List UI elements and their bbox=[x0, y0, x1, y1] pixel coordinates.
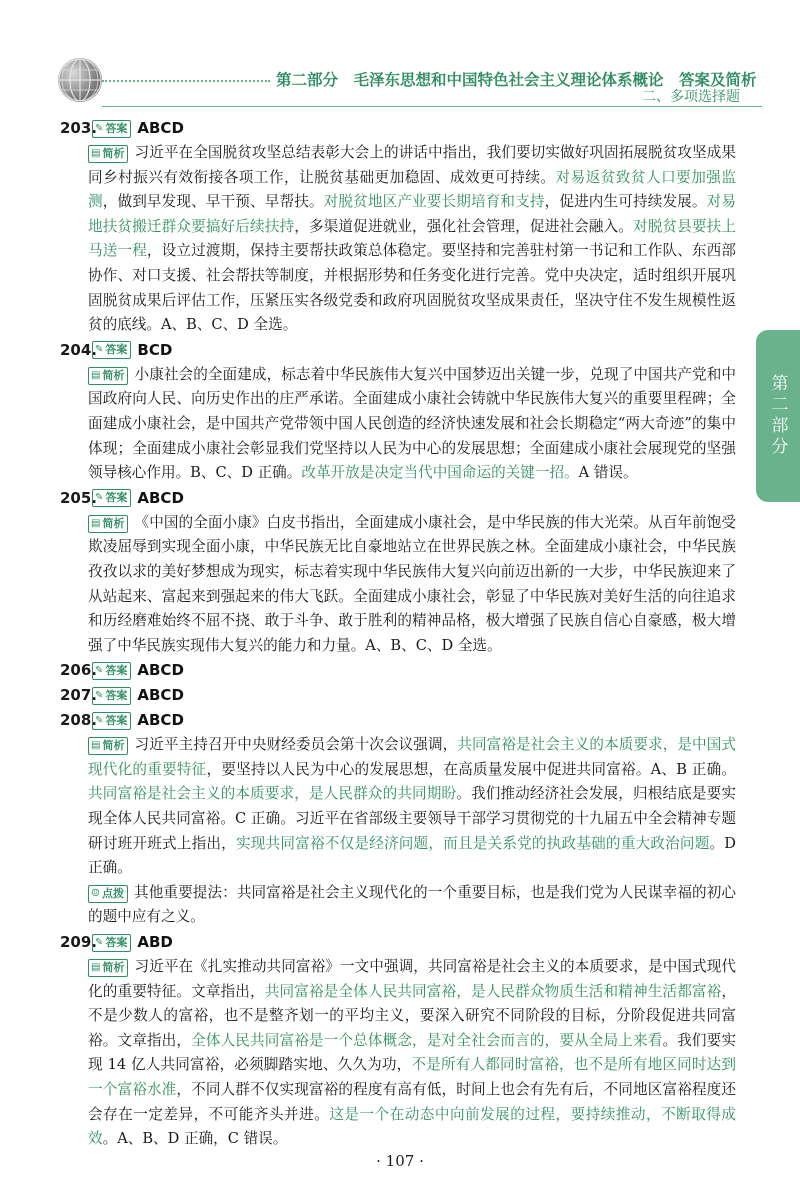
label-tag-text: 简析 bbox=[102, 147, 125, 160]
highlighted-text: 实现共同富裕不仅是经济问题，而且是关系党的执政基础的重大政治问题 bbox=[235, 834, 710, 852]
label-tag bbox=[92, 934, 131, 952]
question-answer-row bbox=[60, 116, 736, 141]
section-side-tab bbox=[756, 330, 800, 502]
analysis-text: 《中国的全面小康》白皮书指出，全面建成小康社会，是中华民族的伟大光荣。从百年前饱受欺凌屈辱到实现全面小康，中华民族无比自豪地站立在世界民族之林。全面建成小康社会，中华民族孜孜以求的美好梦想成为现实，标志着实现中华民族伟大复兴向前迈出新的一大步，中华民族迎来了从站起来、富起来到强起来的伟大飞跃。全面建成小康社会，彰显了中华民族对美好生活的向往追求和历经磨难始终不屈不挠、敢于斗争、敢于胜利的精神品格，极大增强了民族自信心自豪感，极大增强了中华民族实现伟大复兴的能力和力量。A、B、C、D 全选。 bbox=[88, 513, 736, 654]
answer-options: ABCD bbox=[137, 686, 184, 705]
question-answer-row bbox=[60, 708, 736, 733]
question-number: 203. bbox=[60, 119, 98, 137]
header-dotted-rule bbox=[102, 80, 270, 82]
label-tag bbox=[88, 737, 128, 755]
book-icon: ▤ bbox=[91, 148, 101, 159]
label-tag bbox=[88, 959, 128, 977]
analysis-text: ，不同人群不仅实现富裕的程度有高有低，时间上也会有先有后，不同地区富裕程度还会存在一定差异，不可能齐头并进。 bbox=[88, 1081, 736, 1123]
question-answer-row bbox=[60, 486, 736, 511]
highlighted-text: 对易返贫致贫人口要加强监测 bbox=[88, 168, 736, 211]
analysis-text: A 错误。 bbox=[578, 464, 638, 482]
label-tag bbox=[88, 145, 128, 163]
label-tag-text: 答案 bbox=[105, 121, 128, 135]
label-tag bbox=[88, 885, 128, 903]
header-subtitle: 二、多项选择题 bbox=[642, 89, 740, 105]
answer-options: ABCD bbox=[137, 119, 184, 137]
analysis-text: 。我们推动经济社会发展，归根结底是要实现全体人民共同富裕。C 正确。习近平在省部级主要领导干部学习贯彻党的十九届五中全会精神专题研讨班开班式上指出， bbox=[88, 785, 736, 852]
label-tag-text: 简析 bbox=[102, 739, 125, 753]
book-icon: ▤ bbox=[91, 369, 101, 381]
highlighted-text: 对易地扶贫搬迁群众要搞好后续扶持 bbox=[88, 193, 736, 235]
highlighted-text: 对脱贫县要扶上马送一程 bbox=[88, 217, 736, 260]
highlighted-text: 不是所有人都同时富裕，也不是所有地区同时达到一个富裕水准 bbox=[88, 1056, 736, 1098]
label-tag-text: 答案 bbox=[105, 688, 128, 702]
question-number: 208. bbox=[60, 711, 98, 730]
pencil-icon: ✎ bbox=[95, 689, 104, 701]
answer-options: BCD bbox=[137, 340, 173, 359]
highlighted-text: 全体人民共同富裕是一个总体概念，是对全社会而言的，要从全局上来看 bbox=[191, 1031, 663, 1049]
page-header bbox=[0, 0, 800, 120]
page-number: · 107 · bbox=[376, 1152, 424, 1170]
question-number: 204. bbox=[60, 340, 98, 359]
analysis-paragraph bbox=[60, 511, 736, 659]
analysis-text: 小康社会的全面建成，标志着中华民族伟大复兴中国梦迈出关键一步，兑现了中国共产党和中国政府向人民、向历史作出的庄严承诺。全面建成小康社会铸就中华民族伟大复兴的重要里程碑；全面建成小康社会，是中国共产党带领中国人民创造的经济快速发展和社会长期稳定“两大奇迹”的集中体现；全面建成小康社会彰显我们党坚持以人民为中心的发展思想；全面建成小康社会展现党的坚强领导核心作用。B、C、D 正确。 bbox=[88, 365, 736, 482]
label-tag bbox=[92, 712, 131, 730]
label-tag bbox=[92, 341, 131, 359]
analysis-text: ，多渠道促进就业，强化社会管理，促进社会融入。 bbox=[294, 217, 633, 235]
label-tag-text: 答案 bbox=[105, 663, 128, 677]
tip-text: 其他重要提法：共同富裕是社会主义现代化的一个重要目标，也是我们党为人民谋幸福的初心的题中应有之义。 bbox=[88, 883, 736, 926]
answer-options: ABCD bbox=[137, 661, 184, 680]
label-tag bbox=[92, 120, 131, 138]
question-number: 205. bbox=[60, 488, 98, 507]
pencil-icon: ✎ bbox=[95, 714, 104, 726]
question-number: 207. bbox=[60, 686, 98, 705]
answer-list bbox=[60, 116, 736, 1152]
label-tag bbox=[92, 489, 131, 507]
question-answer-row bbox=[60, 683, 736, 708]
question-answer-row bbox=[60, 930, 736, 955]
label-tag-text: 点拨 bbox=[101, 886, 124, 900]
pencil-icon: ✎ bbox=[95, 344, 104, 356]
question-number: 209. bbox=[60, 933, 98, 952]
analysis-text: 。D 正确。 bbox=[88, 834, 736, 877]
label-tag bbox=[88, 367, 128, 385]
highlighted-text: 共同富裕是社会主义的本质要求，是人民群众的共同期盼 bbox=[88, 785, 457, 803]
highlighted-text: 共同富裕是社会主义的本质要求，是中国式现代化的重要特征 bbox=[88, 736, 736, 778]
question-answer-row bbox=[60, 338, 736, 363]
highlighted-text: 对脱贫地区产业要长期培育和支持 bbox=[323, 193, 545, 211]
analysis-text: 习近平在全国脱贫攻坚总结表彰大会上的讲话中指出，我们要切实做好巩固拓展脱贫攻坚成果同乡村振兴有效衔接各项工作，让脱贫基础更加稳固、成效更可持续。 bbox=[88, 144, 736, 186]
highlighted-text: 这是一个在动态中向前发展的过程，要持续推动，不断取得成效 bbox=[88, 1105, 736, 1148]
header-rule bbox=[102, 106, 762, 107]
book-icon: ▤ bbox=[91, 740, 101, 752]
highlighted-text: 共同富裕是全体人民共同富裕，是人民群众物质生活和精神生活都富裕 bbox=[264, 982, 722, 1000]
book-icon: ▤ bbox=[91, 517, 101, 529]
analysis-text: ，促进内生可持续发展。 bbox=[544, 193, 707, 211]
analysis-text: 习近平主持召开中央财经委员会第十次会议强调， bbox=[134, 736, 458, 754]
answer-options: ABCD bbox=[137, 711, 184, 730]
answer-options: ABD bbox=[137, 933, 173, 952]
pencil-icon: ✎ bbox=[95, 122, 104, 134]
label-tag bbox=[92, 662, 131, 680]
pencil-icon: ✎ bbox=[95, 492, 104, 504]
analysis-text: ，不是少数人的富裕，也不是整齐划一的平均主义，要深入研究不同阶段的目标，分阶段促进共同富裕。文章指出， bbox=[88, 982, 736, 1049]
label-tag-text: 答案 bbox=[105, 491, 128, 505]
section-side-tab-label: 第二部分 bbox=[767, 374, 788, 458]
book-icon: ▤ bbox=[91, 962, 101, 974]
answer-options: ABCD bbox=[137, 488, 184, 507]
analysis-paragraph bbox=[60, 955, 736, 1152]
analysis-text: 习近平在《扎实推动共同富裕》一文中强调，共同富裕是社会主义的本质要求，是中国式现代化的重要特征。文章指出， bbox=[88, 958, 736, 1000]
header-title: 第二部分 毛泽东思想和中国特色社会主义理论体系概论 答案及简析 bbox=[276, 71, 757, 89]
analysis-text: ，设立过渡期，保持主要帮扶政策总体稳定。要坚持和完善驻村第一书记和工作队、东西部协作、对口支援、社会帮扶等制度，并根据形势和任务变化进行完善。党中央决定，适时组织开展巩固脱贫成果后评估工作，压紧压实各级党委和政府巩固脱贫攻坚成果责任，坚决守住不发生规模性返贫的底线。A、B、C、D 全选。 bbox=[88, 242, 736, 334]
question-answer-row bbox=[60, 658, 736, 683]
label-tag bbox=[92, 687, 131, 705]
label-tag-text: 答案 bbox=[105, 713, 128, 727]
analysis-paragraph bbox=[60, 363, 736, 486]
pencil-icon: ✎ bbox=[95, 664, 104, 676]
analysis-paragraph bbox=[60, 141, 736, 338]
label-tag-text: 答案 bbox=[105, 343, 128, 357]
label-tag-text: 简析 bbox=[102, 368, 125, 382]
analysis-text: 。A、B、D 正确，C 错误。 bbox=[102, 1130, 288, 1148]
label-tag-text: 简析 bbox=[102, 961, 125, 975]
analysis-text: ，做到早发现、早干预、早帮扶。 bbox=[102, 193, 324, 211]
question-number: 206. bbox=[60, 661, 98, 680]
globe-logo-icon bbox=[58, 58, 102, 102]
label-tag-text: 答案 bbox=[105, 935, 128, 949]
tip-icon: ☺ bbox=[91, 887, 100, 899]
analysis-paragraph bbox=[60, 733, 736, 881]
tip-paragraph bbox=[60, 881, 736, 930]
highlighted-text: 改革开放是决定当代中国命运的关键一招。 bbox=[301, 464, 579, 482]
label-tag bbox=[88, 515, 128, 533]
analysis-text: ，要坚持以人民为中心的发展思想，在高质量发展中促进共同富裕。A、B 正确。 bbox=[206, 760, 736, 778]
analysis-text: 。我们要实现 14 亿人共同富裕，必须脚踏实地、久久为功， bbox=[88, 1031, 736, 1074]
pencil-icon: ✎ bbox=[95, 936, 104, 948]
label-tag-text: 简析 bbox=[102, 516, 125, 530]
